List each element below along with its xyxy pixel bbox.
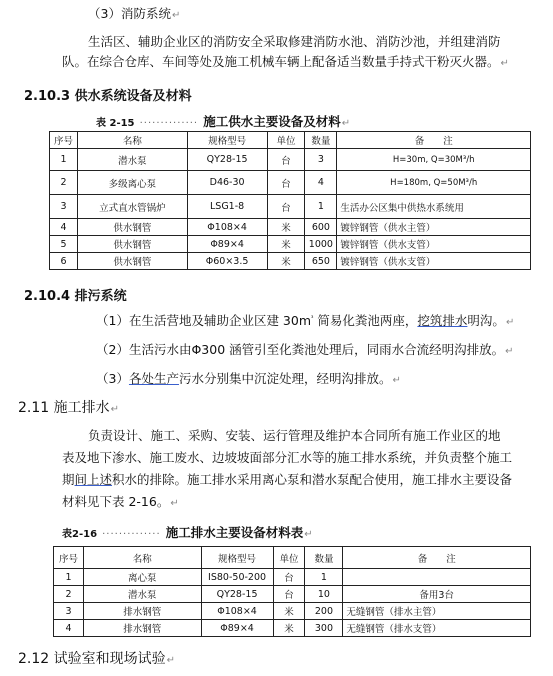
section-heading-2-10-3: 2.10.3 供水系统设备及材料 <box>24 89 192 104</box>
table-cell: 10 <box>305 586 343 603</box>
water-supply-equipment-table <box>49 131 531 270</box>
table-cell: Φ60×3.5 <box>187 253 267 270</box>
table-cell: 台 <box>273 569 305 586</box>
table-cell: 台 <box>267 195 305 219</box>
table-cell: 5 <box>50 236 78 253</box>
construction-drainage-line4: 材料见下表 2-16。↵ <box>62 494 179 509</box>
table-cell: 3 <box>305 149 337 171</box>
table-cell: 立式直水管锅炉 <box>77 195 187 219</box>
column-header: 单位 <box>273 547 305 569</box>
column-header: 序号 <box>50 132 78 149</box>
table-caption: 表 2-15 ·············· 施工供水主要设备及材料↵ <box>96 114 351 129</box>
table-cell: 台 <box>267 171 305 195</box>
section-heading-2-12: 2.12 试验室和现场试验↵ <box>18 651 176 667</box>
table-cell: 3 <box>50 195 78 219</box>
fire-system-text-line2: 队。在综合仓库、车间等处及施工机械车辆上配备适当数量手持式干粉灭火器。↵ <box>62 54 509 69</box>
table-cell: 650 <box>305 253 337 270</box>
drainage-item-2: （2）生活污水由Φ300 涵管引至化粪池处理后，同雨水合流经明沟排放。↵ <box>96 342 514 357</box>
table-cell: 供水钢管 <box>77 236 187 253</box>
table-cell: LSG1-8 <box>187 195 267 219</box>
column-header: 数量 <box>305 132 337 149</box>
column-header: 规格型号 <box>187 132 267 149</box>
column-header: 单位 <box>267 132 305 149</box>
section-heading-2-10-4: 2.10.4 排污系统 <box>24 289 127 304</box>
table-cell <box>343 569 531 586</box>
table-cell: 6 <box>50 253 78 270</box>
table-cell: 多级离心泵 <box>77 171 187 195</box>
table-row <box>54 569 531 586</box>
table-row <box>50 236 531 253</box>
column-header: 名称 <box>83 547 201 569</box>
table-cell: QY28-15 <box>201 586 273 603</box>
table-row <box>50 149 531 171</box>
table-cell: 米 <box>273 620 305 637</box>
fire-system-title: （3）消防系统↵ <box>88 6 181 21</box>
table-cell: 镀锌钢管（供水支管） <box>337 236 531 253</box>
table-cell: D46-30 <box>187 171 267 195</box>
table-cell: Φ89×4 <box>187 236 267 253</box>
table-row <box>50 219 531 236</box>
table-cell: 米 <box>273 603 305 620</box>
column-header: 名称 <box>77 132 187 149</box>
table-cell: 米 <box>267 236 305 253</box>
drainage-item-1: （1）在生活营地及辅助企业区建 $30m^{^3}$ 简易化粪池两座，挖筑排水明沟。↵ <box>96 313 515 329</box>
table-cell: 台 <box>273 586 305 603</box>
table-cell: 无缝钢管（排水支管） <box>343 620 531 637</box>
section-heading-2-11: 2.11 施工排水↵ <box>18 400 120 416</box>
table-cell: 1 <box>305 569 343 586</box>
column-header: 序号 <box>54 547 84 569</box>
table-row <box>50 253 531 270</box>
table-cell: 2 <box>54 586 84 603</box>
table-cell: QY28-15 <box>187 149 267 171</box>
table-cell: 4 <box>305 171 337 195</box>
table-cell: 4 <box>50 219 78 236</box>
table-row <box>50 195 531 219</box>
table-row <box>54 603 531 620</box>
table-cell: 600 <box>305 219 337 236</box>
table-cell: 镀锌钢管（供水主管） <box>337 219 531 236</box>
table-cell: Φ89×4 <box>201 620 273 637</box>
table-cell: 离心泵 <box>83 569 201 586</box>
construction-drainage-line1: 负责设计、施工、采购、安装、运行管理及维护本合同所有施工作业区的地 <box>88 428 501 443</box>
table-cell: 1 <box>305 195 337 219</box>
table-cell: IS80-50-200 <box>201 569 273 586</box>
table-cell: 米 <box>267 253 305 270</box>
table-cell: 1 <box>50 149 78 171</box>
table-header-row <box>54 547 531 569</box>
drainage-item-3: （3）各处生产污水分别集中沉淀处理，经明沟排放。↵ <box>96 371 401 386</box>
table-cell: H=30m, Q=30M³/h <box>337 149 531 171</box>
table-cell: 台 <box>267 149 305 171</box>
column-header: 备 注 <box>337 132 531 149</box>
table-row <box>50 171 531 195</box>
table-cell: Φ108×4 <box>187 219 267 236</box>
table-cell: 4 <box>54 620 84 637</box>
table-cell: H=180m, Q=50M³/h <box>337 171 531 195</box>
table-header-row <box>50 132 531 149</box>
construction-drainage-line3: 期间上述积水的排除。施工排水采用离心泵和潜水泵配合使用，施工排水主要设备 <box>62 472 513 487</box>
table-cell: 潜水泵 <box>83 586 201 603</box>
table-cell: 供水钢管 <box>77 219 187 236</box>
table-cell: 供水钢管 <box>77 253 187 270</box>
table-cell: 备用3台 <box>343 586 531 603</box>
column-header: 备 注 <box>343 547 531 569</box>
table-cell: 3 <box>54 603 84 620</box>
fire-system-text-line1: 生活区、辅助企业区的消防安全采取修建消防水池、消防沙池，并组建消防 <box>88 34 501 49</box>
table-cell: 生活办公区集中供热水系统用 <box>337 195 531 219</box>
table-cell: 排水钢管 <box>83 603 201 620</box>
table-caption: 表2-16 ·············· 施工排水主要设备材料表↵ <box>62 525 313 540</box>
table-cell: 潜水泵 <box>77 149 187 171</box>
table-cell: 1000 <box>305 236 337 253</box>
table-cell: 米 <box>267 219 305 236</box>
column-header: 规格型号 <box>201 547 273 569</box>
table-cell: 排水钢管 <box>83 620 201 637</box>
table-row <box>54 586 531 603</box>
drainage-equipment-table <box>53 546 531 637</box>
table-cell: 300 <box>305 620 343 637</box>
table-row <box>54 620 531 637</box>
table-cell: 无缝钢管（排水主管） <box>343 603 531 620</box>
table-cell: 镀锌钢管（供水支管） <box>337 253 531 270</box>
table-cell: 1 <box>54 569 84 586</box>
table-cell: Φ108×4 <box>201 603 273 620</box>
table-cell: 200 <box>305 603 343 620</box>
table-cell: 2 <box>50 171 78 195</box>
construction-drainage-line2: 表及地下渗水、施工废水、边坡坡面部分汇水等的施工排水系统，并负责整个施工 <box>62 450 513 465</box>
column-header: 数量 <box>305 547 343 569</box>
